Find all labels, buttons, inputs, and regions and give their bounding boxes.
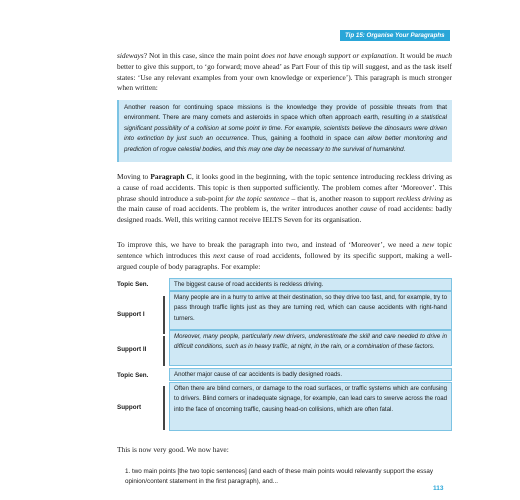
page-number: 113 bbox=[433, 485, 444, 492]
paragraph-3 bbox=[117, 240, 452, 272]
p1-span: does not have enough support or explanation bbox=[261, 51, 397, 60]
p2-span: , it looks good in the beginning, with the topic sentence introducing reckless driving as a cause of road accidents. This topic is then supported sufficiently. The problem comes after ‘Moreover’. This phrase should introduce a sub-point bbox=[117, 172, 452, 203]
p2-span: Paragraph C bbox=[150, 172, 192, 181]
p2-span: reckless driving bbox=[396, 193, 444, 203]
callout-span: . Thus, gaining a foothold in space bbox=[247, 135, 355, 143]
support-3: Often there are blind corners, or damage to the road surfaces, or traffic systems which are confusing to drivers. Blind corners or inadequate signage, for example, can lead cars to swerve across the road into the face of oncoming traffic, causing head-on collisions, which are often fatal. bbox=[169, 382, 452, 431]
p1-span: much bbox=[435, 51, 452, 60]
topic-sentence-1: The biggest cause of road accidents is reckless driving. bbox=[169, 278, 452, 291]
paragraph-2 bbox=[117, 172, 452, 226]
p3-span: To improve this, we have to break the paragraph into two, and instead of ‘Moreover’, we need a bbox=[117, 240, 423, 249]
p2-span: Moving to bbox=[117, 172, 151, 181]
p2-span: – that is, another reason to support bbox=[289, 193, 397, 203]
p1-span: sideways bbox=[117, 51, 144, 60]
label-support-2: Support II bbox=[117, 346, 147, 353]
p1-span: . It would be bbox=[396, 51, 436, 60]
p3-span: next bbox=[213, 250, 226, 260]
label-topic-sentence-2: Topic Sen. bbox=[117, 372, 149, 379]
topic-sentence-2: Another major cause of car accidents is badly designed roads. bbox=[169, 368, 452, 381]
support-2 bbox=[169, 330, 452, 366]
p2-span: as the main cause of road accidents. The problem is, the writer introduces another bbox=[117, 193, 452, 214]
support-2-text: Moreover, many people, particularly new drivers, underestimate the skill and care needed to drive in difficult conditions, such as in heavy traffic, at night, in the rain, or a combination of these factors. bbox=[174, 333, 447, 351]
p1-span: ? Not in this case, since the main point bbox=[143, 51, 262, 60]
p2-span: cause bbox=[360, 204, 377, 214]
tip-banner: Tip 15: Organise Your Paragraphs bbox=[340, 30, 450, 41]
p2-span: of road accidents: badly designed roads. Well, this writing cannot receive IELTS Seven for its organisation. bbox=[117, 204, 452, 225]
p3-span: topic sentence which introduces this bbox=[117, 240, 452, 260]
example-callout bbox=[117, 100, 452, 162]
label-support-3: Support bbox=[117, 404, 142, 411]
p1-span: better to give this support, to ‘go forward; move ahead’ as Part Four of this tip will suggest, and as the task itself states: ‘Use any relevant examples from your own knowledge or experience’). This paragraph is much stronger when written: bbox=[117, 61, 452, 93]
support-1: Many people are in a hurry to arrive at their destination, so they drive too fast, and, for example, try to pass through traffic lights just as they are turning red, which can cause accidents with right-hand turners. bbox=[169, 291, 452, 330]
callout-span: in a statistical significant possibility of a collision at some point in time. For example, scientists believe the dinosaurs were driven into extinction by just such an occurrence bbox=[124, 114, 447, 143]
p2-span: for the topic sentence bbox=[225, 193, 290, 203]
p3-span: cause of road accidents, followed by its specific support, making a well-argued couple of body paragraphs. For example: bbox=[117, 250, 453, 271]
callout-span: can allow better monitoring and prediction of rogue celestial bodies, and this may one day be necessary to the survival of humankind. bbox=[124, 135, 448, 153]
label-topic-sentence-1: Topic Sen. bbox=[117, 281, 149, 288]
paragraph-4: This is now very good. We now have: bbox=[117, 445, 229, 454]
p3-span: new bbox=[422, 240, 435, 249]
callout-span: Another reason for continuing space missions is the knowledge they provide of possible threats from that environment. There are many comets and asteroids in space which often approach earth, resulting bbox=[124, 104, 447, 122]
paragraph-1 bbox=[117, 51, 452, 94]
paragraph-structure-table bbox=[117, 278, 452, 438]
label-support-1: Support I bbox=[117, 311, 145, 318]
list-item-1: 1. two main points [the two topic sentences] (and each of these main points would relevantly support the essay opinion/content statement in the first paragraph), and... bbox=[125, 468, 434, 486]
